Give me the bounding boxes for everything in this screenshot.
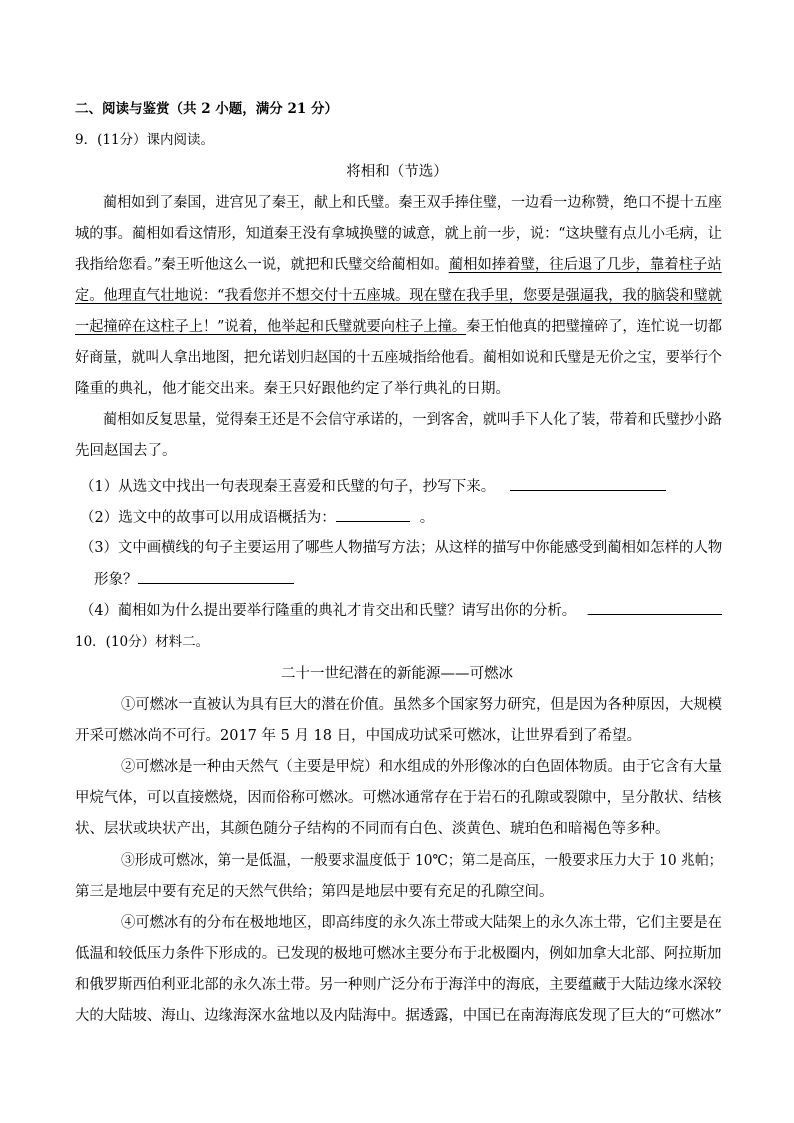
text-line: 第三是地层中要有充足的天然气供给；第四是地层中要有充足的孔隙空间。 bbox=[75, 884, 554, 900]
question-text: （4）蔺相如为什么提出要举行隆重的典礼才肯交出和氏璧？请写出你的分析。 bbox=[80, 603, 577, 619]
text-line: ④可燃冰有的分布在极地地区，即高纬度的永久冻土带或大陆架上的永久冻土带，它们主要是在 bbox=[121, 915, 722, 931]
text-line: 开采可燃冰尚不可行。2017 年 5 月 18 日，中国成功试采可燃冰，让世界看到了希望。 bbox=[75, 728, 642, 744]
text-line: ③形成可燃冰，第一是低温，一般要求温度低于 10℃；第二是高压，一般要求压力大于 10 兆帕； bbox=[121, 853, 723, 869]
text-line: 和俄罗斯西伯利亚北部的永久冻土带。另一种则广泛分布于海洋中的海底，主要蕴藏于大陆边缘水深较 bbox=[75, 977, 722, 993]
passage-title-9: 将相和（节选） bbox=[346, 164, 448, 180]
sub-question-3: （3）文中画横线的句子主要运用了哪些人物描写方法；从这样的描写中你能感受到蔺相如怎样的人物 bbox=[80, 540, 723, 556]
underlined-sentence: 定。他理直气壮地说：“我看您并不想交付十五座城。现在璧在我手里，您要是强逼我，我的脑袋和璧就 bbox=[75, 288, 722, 304]
answer-blank[interactable] bbox=[336, 507, 410, 522]
text-line: ②可燃冰是一种由天然气（主要是甲烷）和水组成的外形像冰的白色固体物质。由于它含有大量 bbox=[121, 759, 722, 775]
sub-question-4 bbox=[80, 600, 722, 621]
sub-question-1 bbox=[80, 476, 666, 497]
passage-title-10: 二十一世纪潜在的新能源——可燃冰 bbox=[281, 666, 513, 682]
text-line bbox=[75, 255, 722, 275]
text-line: 先回赵国去了。 bbox=[75, 443, 177, 459]
text-line: ①可燃冰一直被认为具有巨大的潜在价值。虽然多个国家努力研究，但是因为各种原因，大规模 bbox=[121, 697, 722, 713]
text-line bbox=[75, 317, 722, 337]
text-line: 大的大陆坡、海山、边缘海深水盆地以及内陆海中。据透露，中国已在南海海底发现了巨大的“可燃冰” bbox=[75, 1008, 722, 1024]
answer-blank[interactable] bbox=[138, 569, 294, 584]
sub-question-2 bbox=[80, 507, 434, 528]
question-10-label: 10．(10分）材料二。 bbox=[75, 634, 210, 650]
underlined-sentence: 一起撞碎在这柱子上！”说着，他举起和氏璧就要向柱子上撞。 bbox=[75, 319, 467, 335]
text-line: 城的事。蔺相如看这情形，知道秦王没有拿城换璧的诚意，就上前一步，说：“这块璧有点儿小毛病，让 bbox=[75, 226, 722, 242]
question-text: （1）从选文中找出一句表现秦王喜爱和氏璧的句子，抄写下来。 bbox=[80, 479, 496, 495]
section-heading: 二、阅读与鉴赏（共 2 小题，满分 21 分） bbox=[75, 101, 338, 117]
underlined-sentence: 蔺相如捧着璧，往后退了几步，靠着柱子站 bbox=[448, 257, 722, 273]
question-text: （2）选文中的故事可以用成语概括为： bbox=[80, 510, 336, 526]
text-line: 低温和较低压力条件下形成的。已发现的极地可燃冰主要分布于北极圈内，例如加拿大北部、阿拉斯加 bbox=[75, 946, 722, 962]
text-line: 甲烷气体，可以直接燃烧，因而俗称可燃冰。可燃冰通常存在于岩石的孔隙或裂隙中，呈分散状、结核 bbox=[75, 790, 722, 806]
answer-blank[interactable] bbox=[510, 476, 666, 491]
answer-blank[interactable] bbox=[588, 600, 722, 615]
text-line: 隆重的典礼，他才能交出来。秦王只好跟他约定了举行典礼的日期。 bbox=[75, 381, 510, 397]
question-text: 形象？ bbox=[94, 572, 138, 588]
text-span: 我指给您看。”秦王听他这么一说，就把和氏璧交给蔺相如。 bbox=[75, 257, 449, 273]
text-line: 蔺相如到了秦国，进宫见了秦王，献上和氏璧。秦王双手捧住璧，一边看一边称赞，绝口不提十五座 bbox=[103, 195, 722, 211]
question-9-label: 9．(11分）课内阅读。 bbox=[75, 132, 215, 148]
text-line: 蔺相如反复思量，觉得秦王还是不会信守承诺的，一到客舍，就叫手下人化了装，带着和氏璧抄小路 bbox=[103, 412, 722, 428]
text-span: 秦王怕他真的把璧撞碎了，连忙说一切都 bbox=[466, 319, 722, 335]
question-text: 。 bbox=[419, 510, 435, 526]
text-line: 好商量，就叫人拿出地图，把允诺划归赵国的十五座城指给他看。蔺相如说和氏璧是无价之宝，要举行个 bbox=[75, 350, 722, 366]
text-line: 状、层状或块状产出，其颜色随分子结构的不同而有白色、淡黄色、琥珀色和暗褐色等多种。 bbox=[75, 821, 670, 837]
sub-question-3-cont bbox=[94, 569, 294, 590]
